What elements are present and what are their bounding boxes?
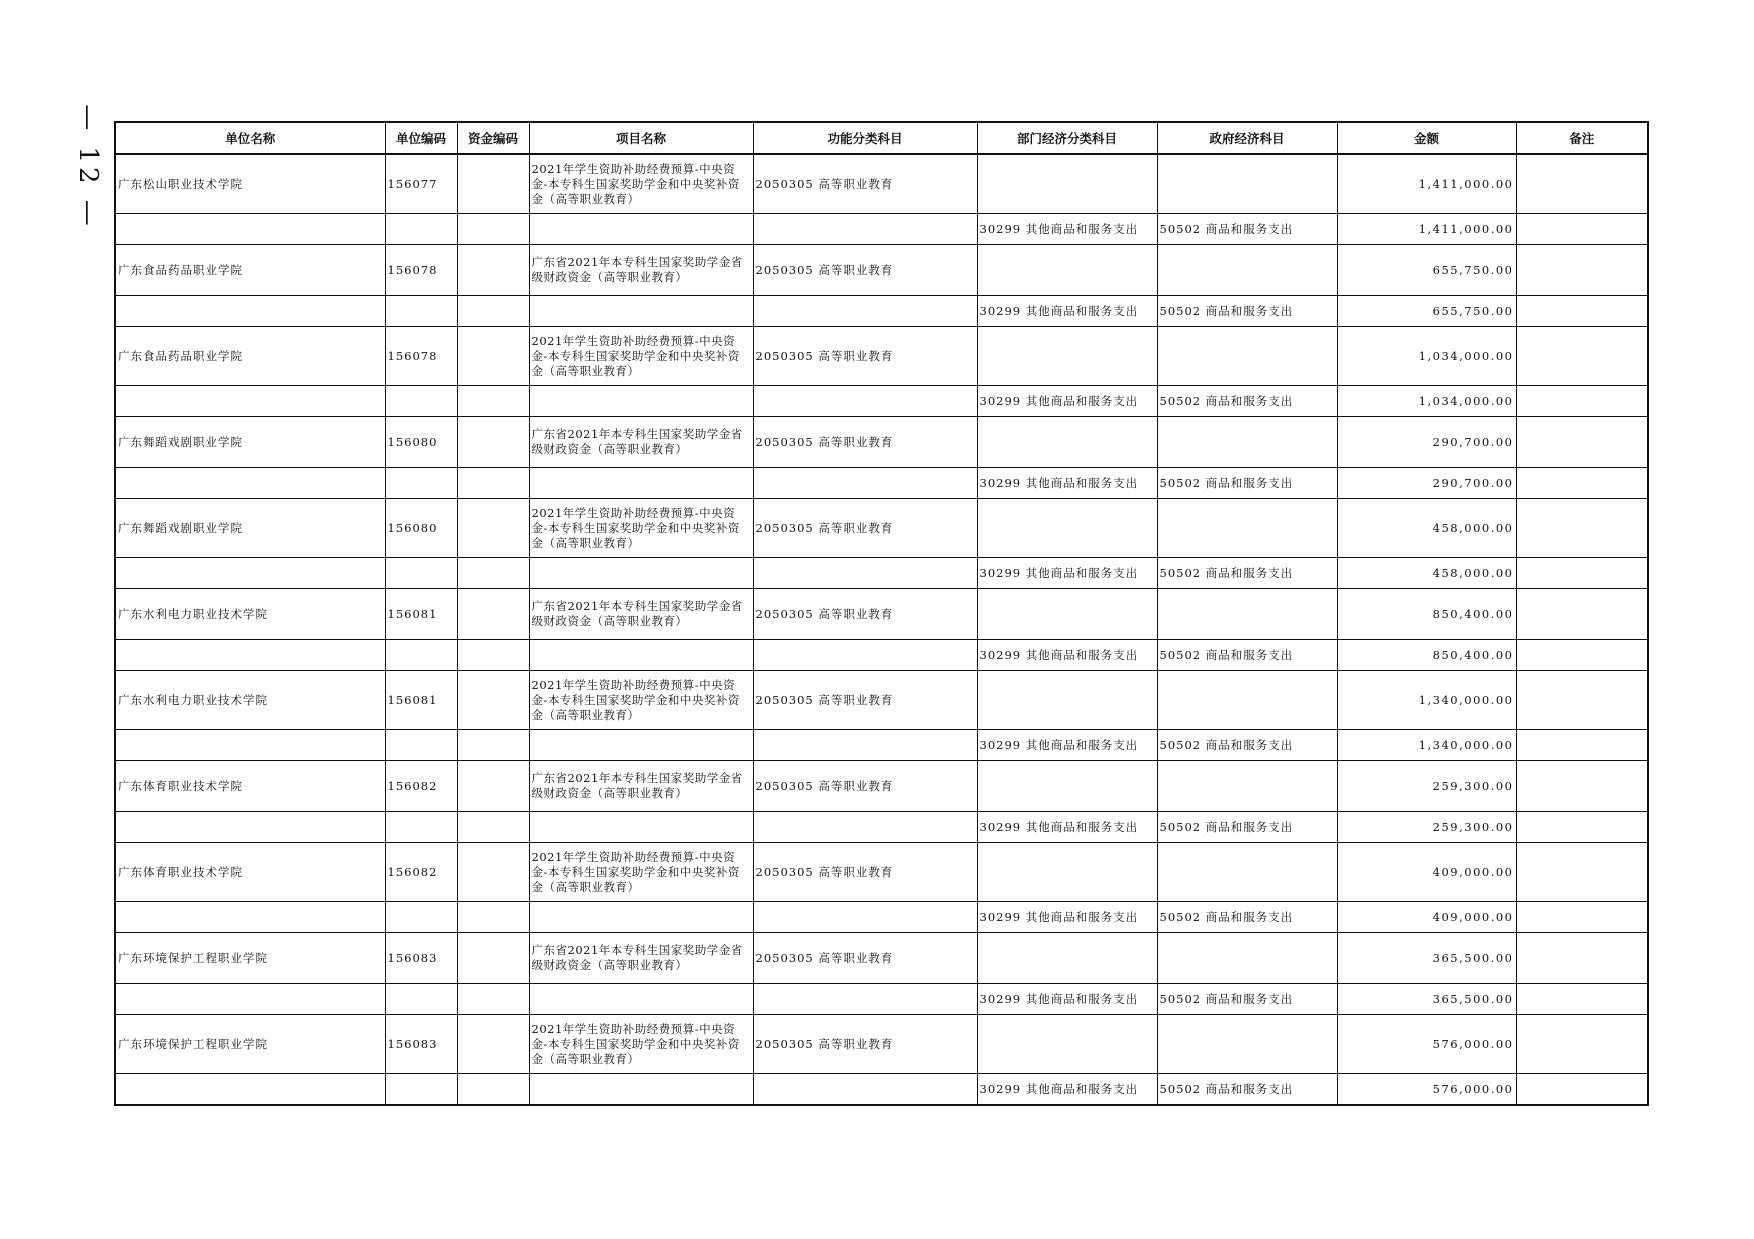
remarks-cell [1516,1074,1648,1106]
dept-economic-cell [977,761,1157,812]
function-category-cell [753,730,977,761]
table-row [115,154,1648,214]
function-category-cell: 2050305 高等职业教育 [753,761,977,812]
project-name-cell: 广东省2021年本专科生国家奖助学金省级财政资金（高等职业教育） [529,245,753,296]
dept-economic-cell [977,589,1157,640]
unit-name-cell [115,386,385,417]
amount-cell: 850,400.00 [1337,640,1516,671]
function-category-cell: 2050305 高等职业教育 [753,499,977,558]
table-row [115,214,1648,245]
table-row [115,984,1648,1015]
dept-economic-cell [977,843,1157,902]
remarks-cell [1516,499,1648,558]
amount-cell: 365,500.00 [1337,984,1516,1015]
unit-name-cell [115,558,385,589]
function-category-cell: 2050305 高等职业教育 [753,417,977,468]
dept-economic-cell [977,245,1157,296]
project-name-cell: 广东省2021年本专科生国家奖助学金省级财政资金（高等职业教育） [529,589,753,640]
dept-economic-cell [977,933,1157,984]
budget-table [114,121,1649,1106]
amount-cell: 1,340,000.00 [1337,671,1516,730]
unit-code-cell: 156080 [385,499,457,558]
project-name-cell [529,468,753,499]
function-category-cell: 2050305 高等职业教育 [753,589,977,640]
project-name-cell: 广东省2021年本专科生国家奖助学金省级财政资金（高等职业教育） [529,417,753,468]
project-name-cell: 2021年学生资助补助经费预算-中央资金-本专科生国家奖助学金和中央奖补资金（高等职业教育） [529,843,753,902]
dept-economic-cell: 30299 其他商品和服务支出 [977,640,1157,671]
amount-cell: 365,500.00 [1337,933,1516,984]
project-name-cell [529,812,753,843]
fund-code-cell [457,214,529,245]
gov-economic-cell [1157,417,1337,468]
function-category-cell: 2050305 高等职业教育 [753,154,977,214]
function-category-cell [753,984,977,1015]
remarks-cell [1516,671,1648,730]
amount-cell: 458,000.00 [1337,499,1516,558]
function-category-cell [753,1074,977,1106]
gov-economic-cell: 50502 商品和服务支出 [1157,812,1337,843]
project-name-cell [529,1074,753,1106]
amount-cell: 409,000.00 [1337,902,1516,933]
project-name-cell [529,984,753,1015]
unit-code-cell: 156078 [385,327,457,386]
function-category-cell [753,386,977,417]
fund-code-cell [457,843,529,902]
project-name-cell: 2021年学生资助补助经费预算-中央资金-本专科生国家奖助学金和中央奖补资金（高等职业教育） [529,1015,753,1074]
unit-name-cell: 广东体育职业技术学院 [115,843,385,902]
unit-name-cell: 广东松山职业技术学院 [115,154,385,214]
fund-code-cell [457,417,529,468]
gov-economic-cell [1157,1015,1337,1074]
unit-name-cell [115,730,385,761]
amount-cell: 576,000.00 [1337,1015,1516,1074]
header-project-name: 项目名称 [529,122,753,154]
unit-name-cell [115,640,385,671]
fund-code-cell [457,499,529,558]
unit-code-cell: 156080 [385,417,457,468]
remarks-cell [1516,902,1648,933]
unit-code-cell [385,1074,457,1106]
function-category-cell: 2050305 高等职业教育 [753,1015,977,1074]
remarks-cell [1516,154,1648,214]
header-dept-economic-category: 部门经济分类科目 [977,122,1157,154]
unit-code-cell: 156077 [385,154,457,214]
gov-economic-cell: 50502 商品和服务支出 [1157,296,1337,327]
gov-economic-cell: 50502 商品和服务支出 [1157,214,1337,245]
remarks-cell [1516,417,1648,468]
function-category-cell [753,468,977,499]
amount-cell: 1,034,000.00 [1337,327,1516,386]
remarks-cell [1516,296,1648,327]
table-row [115,589,1648,640]
dept-economic-cell: 30299 其他商品和服务支出 [977,296,1157,327]
fund-code-cell [457,1015,529,1074]
header-unit-name: 单位名称 [115,122,385,154]
header-remarks: 备注 [1516,122,1648,154]
project-name-cell: 2021年学生资助补助经费预算-中央资金-本专科生国家奖助学金和中央奖补资金（高等职业教育） [529,671,753,730]
remarks-cell [1516,468,1648,499]
gov-economic-cell: 50502 商品和服务支出 [1157,902,1337,933]
remarks-cell [1516,730,1648,761]
remarks-cell [1516,589,1648,640]
unit-code-cell [385,984,457,1015]
table-row [115,417,1648,468]
amount-cell: 1,034,000.00 [1337,386,1516,417]
fund-code-cell [457,902,529,933]
gov-economic-cell: 50502 商品和服务支出 [1157,1074,1337,1106]
unit-code-cell [385,296,457,327]
remarks-cell [1516,1015,1648,1074]
dept-economic-cell: 30299 其他商品和服务支出 [977,1074,1157,1106]
table-row [115,730,1648,761]
unit-name-cell: 广东水利电力职业技术学院 [115,589,385,640]
dept-economic-cell: 30299 其他商品和服务支出 [977,386,1157,417]
table-row [115,245,1648,296]
fund-code-cell [457,468,529,499]
amount-cell: 1,340,000.00 [1337,730,1516,761]
unit-name-cell: 广东食品药品职业学院 [115,245,385,296]
unit-name-cell: 广东环境保护工程职业学院 [115,1015,385,1074]
fund-code-cell [457,640,529,671]
gov-economic-cell: 50502 商品和服务支出 [1157,640,1337,671]
function-category-cell [753,296,977,327]
project-name-cell: 广东省2021年本专科生国家奖助学金省级财政资金（高等职业教育） [529,761,753,812]
remarks-cell [1516,386,1648,417]
project-name-cell: 2021年学生资助补助经费预算-中央资金-本专科生国家奖助学金和中央奖补资金（高等职业教育） [529,327,753,386]
remarks-cell [1516,558,1648,589]
fund-code-cell [457,761,529,812]
gov-economic-cell [1157,245,1337,296]
dept-economic-cell: 30299 其他商品和服务支出 [977,468,1157,499]
table-row [115,933,1648,984]
unit-name-cell [115,468,385,499]
project-name-cell [529,296,753,327]
remarks-cell [1516,984,1648,1015]
dept-economic-cell: 30299 其他商品和服务支出 [977,558,1157,589]
unit-name-cell: 广东体育职业技术学院 [115,761,385,812]
fund-code-cell [457,386,529,417]
project-name-cell [529,386,753,417]
function-category-cell: 2050305 高等职业教育 [753,245,977,296]
unit-name-cell [115,812,385,843]
fund-code-cell [457,812,529,843]
dept-economic-cell: 30299 其他商品和服务支出 [977,902,1157,933]
unit-code-cell [385,558,457,589]
fund-code-cell [457,671,529,730]
amount-cell: 259,300.00 [1337,761,1516,812]
dept-economic-cell: 30299 其他商品和服务支出 [977,730,1157,761]
project-name-cell: 2021年学生资助补助经费预算-中央资金-本专科生国家奖助学金和中央奖补资金（高等职业教育） [529,154,753,214]
dept-economic-cell: 30299 其他商品和服务支出 [977,214,1157,245]
table-row [115,1015,1648,1074]
header-unit-code: 单位编码 [385,122,457,154]
project-name-cell [529,640,753,671]
unit-name-cell: 广东水利电力职业技术学院 [115,671,385,730]
project-name-cell [529,902,753,933]
page-number [58,104,118,230]
dept-economic-cell [977,671,1157,730]
gov-economic-cell: 50502 商品和服务支出 [1157,386,1337,417]
unit-name-cell [115,1074,385,1106]
remarks-cell [1516,214,1648,245]
table-row [115,386,1648,417]
unit-code-cell [385,812,457,843]
gov-economic-cell [1157,499,1337,558]
table-row [115,902,1648,933]
project-name-cell [529,730,753,761]
fund-code-cell [457,1074,529,1106]
gov-economic-cell: 50502 商品和服务支出 [1157,730,1337,761]
unit-code-cell: 156078 [385,245,457,296]
function-category-cell [753,812,977,843]
project-name-cell: 2021年学生资助补助经费预算-中央资金-本专科生国家奖助学金和中央奖补资金（高等职业教育） [529,499,753,558]
fund-code-cell [457,984,529,1015]
gov-economic-cell [1157,327,1337,386]
fund-code-cell [457,933,529,984]
dept-economic-cell [977,327,1157,386]
gov-economic-cell [1157,589,1337,640]
amount-cell: 576,000.00 [1337,1074,1516,1106]
remarks-cell [1516,812,1648,843]
gov-economic-cell: 50502 商品和服务支出 [1157,984,1337,1015]
amount-cell: 850,400.00 [1337,589,1516,640]
function-category-cell [753,640,977,671]
fund-code-cell [457,558,529,589]
fund-code-cell [457,589,529,640]
unit-name-cell [115,214,385,245]
function-category-cell [753,214,977,245]
header-fund-code: 资金编码 [457,122,529,154]
unit-code-cell: 156081 [385,589,457,640]
unit-code-cell [385,386,457,417]
dept-economic-cell: 30299 其他商品和服务支出 [977,812,1157,843]
table-header-row [115,122,1648,154]
amount-cell: 655,750.00 [1337,245,1516,296]
gov-economic-cell: 50502 商品和服务支出 [1157,558,1337,589]
header-amount: 金额 [1337,122,1516,154]
table-row [115,640,1648,671]
remarks-cell [1516,245,1648,296]
amount-cell: 290,700.00 [1337,417,1516,468]
table-body [115,154,1648,1105]
unit-code-cell [385,730,457,761]
table-row [115,671,1648,730]
dept-economic-cell [977,499,1157,558]
function-category-cell: 2050305 高等职业教育 [753,843,977,902]
unit-name-cell: 广东环境保护工程职业学院 [115,933,385,984]
gov-economic-cell: 50502 商品和服务支出 [1157,468,1337,499]
remarks-cell [1516,761,1648,812]
function-category-cell [753,902,977,933]
unit-code-cell: 156083 [385,933,457,984]
table-row [115,1074,1648,1106]
dept-economic-cell [977,1015,1157,1074]
project-name-cell: 广东省2021年本专科生国家奖助学金省级财政资金（高等职业教育） [529,933,753,984]
gov-economic-cell [1157,154,1337,214]
unit-code-cell: 156081 [385,671,457,730]
table-row [115,843,1648,902]
function-category-cell: 2050305 高等职业教育 [753,327,977,386]
gov-economic-cell [1157,761,1337,812]
fund-code-cell [457,296,529,327]
page-number-text: — 12 — [73,104,103,230]
unit-code-cell: 156082 [385,761,457,812]
table-row [115,296,1648,327]
amount-cell: 409,000.00 [1337,843,1516,902]
unit-code-cell: 156083 [385,1015,457,1074]
unit-name-cell: 广东食品药品职业学院 [115,327,385,386]
fund-code-cell [457,730,529,761]
header-gov-economic-category: 政府经济科目 [1157,122,1337,154]
project-name-cell [529,214,753,245]
fund-code-cell [457,245,529,296]
unit-code-cell [385,468,457,499]
unit-name-cell [115,984,385,1015]
table-row [115,499,1648,558]
table-row [115,327,1648,386]
unit-name-cell: 广东舞蹈戏剧职业学院 [115,417,385,468]
dept-economic-cell: 30299 其他商品和服务支出 [977,984,1157,1015]
table-row [115,761,1648,812]
amount-cell: 1,411,000.00 [1337,154,1516,214]
amount-cell: 458,000.00 [1337,558,1516,589]
remarks-cell [1516,933,1648,984]
table-row [115,468,1648,499]
fund-code-cell [457,327,529,386]
amount-cell: 1,411,000.00 [1337,214,1516,245]
remarks-cell [1516,327,1648,386]
unit-code-cell [385,214,457,245]
unit-name-cell [115,296,385,327]
function-category-cell: 2050305 高等职业教育 [753,671,977,730]
remarks-cell [1516,843,1648,902]
table-row [115,558,1648,589]
function-category-cell [753,558,977,589]
header-function-category: 功能分类科目 [753,122,977,154]
unit-code-cell [385,902,457,933]
unit-name-cell: 广东舞蹈戏剧职业学院 [115,499,385,558]
unit-name-cell [115,902,385,933]
amount-cell: 259,300.00 [1337,812,1516,843]
gov-economic-cell [1157,843,1337,902]
dept-economic-cell [977,154,1157,214]
unit-code-cell: 156082 [385,843,457,902]
project-name-cell [529,558,753,589]
unit-code-cell [385,640,457,671]
dept-economic-cell [977,417,1157,468]
table-row [115,812,1648,843]
amount-cell: 655,750.00 [1337,296,1516,327]
gov-economic-cell [1157,933,1337,984]
remarks-cell [1516,640,1648,671]
gov-economic-cell [1157,671,1337,730]
fund-code-cell [457,154,529,214]
function-category-cell: 2050305 高等职业教育 [753,933,977,984]
amount-cell: 290,700.00 [1337,468,1516,499]
